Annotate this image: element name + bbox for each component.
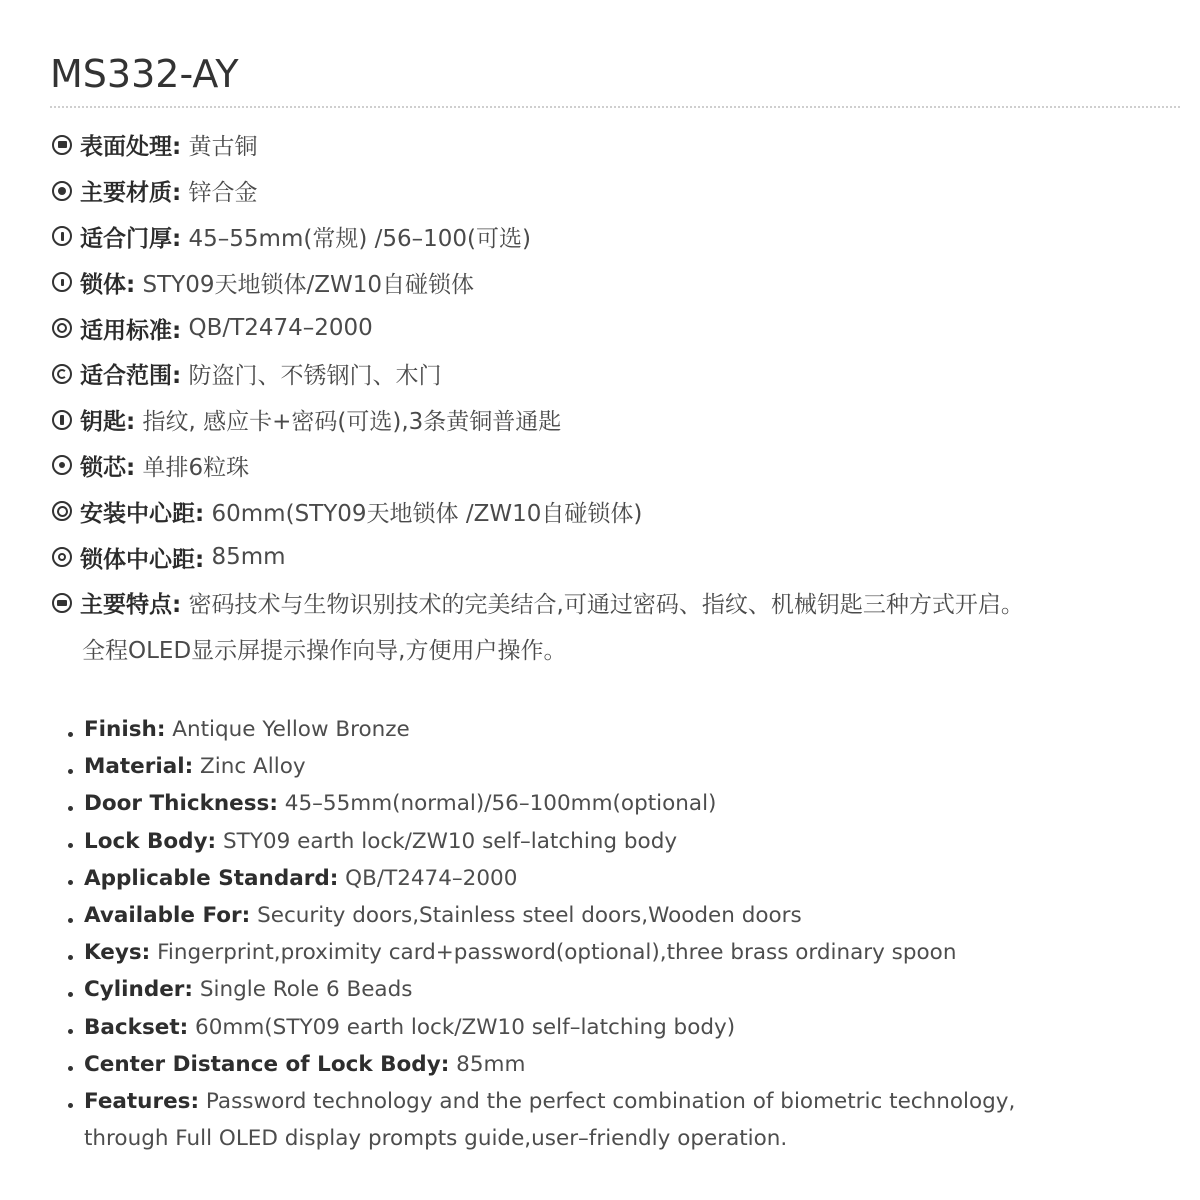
spec-value: 全程OLED显示屏提示操作向导,方便用户操作。 xyxy=(82,638,567,665)
spec-value: through Full OLED display prompts guide,user–friendly operation. xyxy=(84,1126,788,1152)
bullet-icon xyxy=(68,955,73,960)
spec-item-finish-cn xyxy=(52,122,1192,168)
key-icon xyxy=(52,410,72,430)
spec-item-features-cn xyxy=(52,580,1192,626)
spec-value: 黄古铜 xyxy=(181,134,258,161)
features-icon xyxy=(52,593,72,613)
bullet-icon xyxy=(68,806,73,811)
spec-value: 85mm xyxy=(204,544,286,571)
bullet-icon xyxy=(68,992,73,997)
spec-value: STY09 earth lock/ZW10 self–latching body xyxy=(216,828,678,854)
spec-label: Applicable Standard: xyxy=(84,865,339,891)
spec-value: 60mm(STY09天地锁体 /ZW10自碰锁体) xyxy=(204,500,643,527)
spec-value: 85mm xyxy=(449,1051,526,1077)
spec-value: 45–55mm(常规) /56–100(可选) xyxy=(181,225,531,252)
bullet-icon xyxy=(68,918,73,923)
spec-item-features-cn-continuation xyxy=(52,626,1192,672)
spec-item-standard-en xyxy=(68,860,1188,897)
spec-label: Keys: xyxy=(84,940,151,966)
spec-value: Zinc Alloy xyxy=(193,754,306,780)
spec-value: Single Role 6 Beads xyxy=(193,977,413,1003)
spec-item-backset-cn xyxy=(52,488,1192,534)
spec-value: STY09天地锁体/ZW10自碰锁体 xyxy=(135,271,474,298)
title-divider xyxy=(50,106,1180,108)
material-icon xyxy=(52,181,72,201)
spec-value: QB/T2474–2000 xyxy=(181,315,373,342)
spec-value: 指纹, 感应卡+密码(可选),3条黄铜普通匙 xyxy=(135,409,562,436)
spec-item-cylinder-cn xyxy=(52,443,1192,489)
spec-value: Fingerprint,proximity card+password(optional),three brass ordinary spoon xyxy=(150,940,957,966)
spec-label: Cylinder: xyxy=(84,977,194,1003)
spec-label: Finish: xyxy=(84,717,166,743)
spec-item-center-distance-en xyxy=(68,1046,1188,1083)
spec-label: Material: xyxy=(84,754,194,780)
spec-list-chinese xyxy=(52,122,1192,672)
spec-label: 安装中心距: xyxy=(80,500,205,527)
spec-item-material-en xyxy=(68,748,1188,785)
bullet-icon xyxy=(68,1029,73,1034)
spec-value: 密码技术与生物识别技术的完美结合,可通过密码、指纹、机械钥匙三种方式开启。 xyxy=(181,592,1024,619)
cylinder-icon xyxy=(52,455,72,475)
spec-value: Security doors,Stainless steel doors,Wooden doors xyxy=(250,903,802,929)
spec-label: Backset: xyxy=(84,1014,189,1040)
spec-value: 60mm(STY09 earth lock/ZW10 self–latching body) xyxy=(188,1014,736,1040)
product-title: MS332-AY xyxy=(50,52,239,96)
bullet-icon xyxy=(68,1066,73,1071)
spec-value: 单排6粒珠 xyxy=(135,454,250,481)
bullet-icon xyxy=(68,769,73,774)
spec-item-center-distance-cn xyxy=(52,534,1192,580)
spec-label: 锁体: xyxy=(80,271,136,298)
spec-label: Available For: xyxy=(84,903,251,929)
spec-item-keys-en xyxy=(68,934,1188,971)
spec-label: 适合范围: xyxy=(80,363,182,390)
spec-item-door-thickness-cn xyxy=(52,214,1192,260)
spec-label: Features: xyxy=(84,1088,200,1114)
center-distance-icon xyxy=(52,547,72,567)
spec-label: 锁芯: xyxy=(80,454,136,481)
spec-item-standard-cn xyxy=(52,305,1192,351)
spec-label: Lock Body: xyxy=(84,828,217,854)
spec-label: Center Distance of Lock Body: xyxy=(84,1051,450,1077)
bullet-icon xyxy=(68,1103,73,1108)
spec-item-backset-en xyxy=(68,1009,1188,1046)
standard-icon xyxy=(52,318,72,338)
spec-item-lock-body-cn xyxy=(52,259,1192,305)
spec-item-features-en xyxy=(68,1083,1188,1120)
spec-item-finish-en xyxy=(68,711,1188,748)
spec-list-english xyxy=(68,711,1188,1157)
spec-item-keys-cn xyxy=(52,397,1192,443)
spec-item-available-for-en xyxy=(68,897,1188,934)
bullet-icon xyxy=(68,732,73,737)
spec-label: 表面处理: xyxy=(80,134,182,161)
spec-label: 适合门厚: xyxy=(80,225,182,252)
spec-value: Antique Yellow Bronze xyxy=(165,717,410,743)
spec-label: Door Thickness: xyxy=(84,791,278,817)
finish-icon xyxy=(52,135,72,155)
bullet-icon xyxy=(68,843,73,848)
spec-item-lock-body-en xyxy=(68,823,1188,860)
spec-label: 适用标准: xyxy=(80,317,182,344)
scope-icon xyxy=(52,364,72,384)
lock-body-icon xyxy=(52,272,72,292)
bullet-icon xyxy=(68,880,73,885)
spec-item-material-cn xyxy=(52,168,1192,214)
door-thickness-icon xyxy=(52,226,72,246)
spec-label: 锁体中心距: xyxy=(80,546,205,573)
spec-value: Password technology and the perfect combination of biometric technology, xyxy=(199,1088,1016,1114)
spec-item-cylinder-en xyxy=(68,971,1188,1008)
spec-label: 钥匙: xyxy=(80,409,136,436)
spec-label: 主要特点: xyxy=(80,592,182,619)
spec-item-features-en-continuation xyxy=(68,1120,1188,1157)
spec-label: 主要材质: xyxy=(80,180,182,207)
spec-item-door-thickness-en xyxy=(68,785,1188,822)
spec-value: 45–55mm(normal)/56–100mm(optional) xyxy=(277,791,717,817)
spec-value: 锌合金 xyxy=(181,180,258,207)
spec-value: 防盗门、不锈钢门、木门 xyxy=(181,363,442,390)
backset-icon xyxy=(52,501,72,521)
spec-value: QB/T2474–2000 xyxy=(338,865,518,891)
spec-item-scope-cn xyxy=(52,351,1192,397)
